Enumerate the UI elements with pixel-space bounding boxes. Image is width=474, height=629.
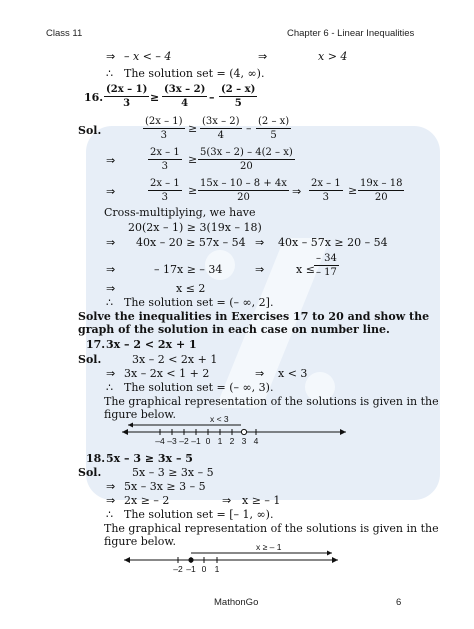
math-symbol: – [209,91,215,104]
solution-set: The solution set = (– ∞, 3). [124,381,274,394]
fraction: $\frac{(2x - 1)}{3}$ [106,84,148,109]
fraction: $\frac{2x - 1}{3}$ [150,147,180,172]
instruction-line: graph of the solution in each case on number line. [78,323,390,336]
math-line: 20(2x – 1) ≥ 3(19x – 18) [128,221,262,234]
solution-set: The solution set = (– ∞, 2]. [124,296,274,309]
tick-label: –3 [167,436,177,446]
solution-set: The solution set = [– 1, ∞). [124,508,274,521]
math-line: – 17x ≥ – 34 [154,263,223,276]
math-line: – x < – 4 [124,50,172,63]
solution-label: Sol. [78,353,102,366]
question-number: 16. [84,91,104,104]
text-line: figure below. [104,408,177,421]
math-line: 3x – 2x < 1 + 2 [124,367,210,380]
therefore-symbol: ∴ [106,508,113,521]
text-line: The graphical representation of the solutions is given in the [104,395,439,408]
therefore-symbol: ∴ [106,67,113,80]
math-symbol: ≥ [348,184,358,197]
fraction: $\frac{(2 - x)}{5}$ [258,116,290,141]
math-symbol: ≥ [188,122,198,135]
therefore-symbol: ∴ [106,381,113,394]
implies-symbol: ⇒ [222,494,232,507]
math-line: x < 3 [278,367,308,380]
tick-label: –2 [173,564,183,574]
implies-symbol: ⇒ [255,236,265,249]
math-line: 3x – 2 < 2x + 1 [132,353,218,366]
fraction: $\frac{2x - 1}{3}$ [150,178,180,203]
math-line: 5x – 3x ≥ 3 – 5 [124,480,206,493]
math-line: 40x – 57x ≥ 20 – 54 [278,236,388,249]
instruction-line: Solve the inequalities in Exercises 17 to 20 and show the [78,310,430,323]
math-line: x ≤ [296,263,315,276]
math-symbol: ≥ [188,153,198,166]
fraction: $\frac{(3x - 2)}{4}$ [202,116,240,141]
tick-label: –2 [179,436,189,446]
implies-symbol: ⇒ [106,480,116,493]
page-number: 6 [396,597,402,608]
tick-label: –1 [186,564,196,574]
question-text: 5x – 3 ≥ 3x – 5 [106,452,193,465]
math-symbol: ≥ [188,184,198,197]
implies-symbol: ⇒ [106,50,116,63]
implies-symbol: ⇒ [106,154,116,167]
text-line: The graphical representation of the solutions is given in the [104,522,439,535]
tick-label: 4 [253,436,259,446]
text-line: figure below. [104,535,177,548]
tick-label: –4 [155,436,165,446]
arrow-right-icon [332,557,338,563]
math-line: x ≥ – 1 [242,494,281,507]
tick-label: 3 [241,436,247,446]
implies-symbol: ⇒ [106,282,116,295]
tick-label: 0 [201,564,207,574]
question-number: 17. [86,338,106,351]
math-line: x > 4 [318,50,348,63]
text-line: Cross-multiplying, we have [104,206,256,219]
solution-label: x ≥ – 1 [256,542,282,552]
header-chapter: Chapter 6 - Linear Inequalities [287,28,415,39]
question-number: 18. [86,452,106,465]
implies-symbol: ⇒ [258,50,268,63]
implies-symbol: ⇒ [292,185,302,198]
closed-endpoint [188,557,193,562]
fraction: $\frac{15x - 10 - 8 + 4x}{20}$ [200,178,287,203]
arrow-left-icon [124,557,130,563]
tick-label: 2 [229,436,235,446]
implies-symbol: ⇒ [106,263,116,276]
math-line: 40x – 20 ≥ 57x – 54 [136,236,246,249]
math-line: 5x – 3 ≥ 3x – 5 [132,466,214,479]
math-symbol: ≥ [150,91,160,104]
tick-label: 0 [205,436,211,446]
solution-label: x < 3 [210,414,229,424]
fraction: $\frac{2x - 1}{3}$ [311,178,341,203]
question-text: 3x – 2 < 2x + 1 [106,338,197,351]
fraction: $\frac{(3x - 2)}{4}$ [164,84,206,109]
solution-set: The solution set = (4, ∞). [124,67,265,80]
math-line: x ≤ 2 [176,282,206,295]
arrow-right-icon [327,551,332,556]
solution-label: Sol. [78,124,102,137]
fraction: $\frac{19x - 18}{20}$ [360,178,403,203]
math-line: 2x ≥ – 2 [124,494,170,507]
implies-symbol: ⇒ [255,263,265,276]
footer-brand: MathonGo [214,597,259,608]
tick-label: 1 [217,436,223,446]
therefore-symbol: ∴ [106,296,113,309]
implies-symbol: ⇒ [106,367,116,380]
tick-label: –1 [191,436,201,446]
tick-label: 1 [214,564,220,574]
implies-symbol: ⇒ [106,185,116,198]
fraction: $\frac{- 34}{- 17}$ [316,253,337,278]
implies-symbol: ⇒ [106,494,116,507]
header-class: Class 11 [46,28,83,39]
math-symbol: – [246,122,252,135]
implies-symbol: ⇒ [106,236,116,249]
fraction: $\frac{5(3x - 2) - 4(2 - x)}{20}$ [200,147,293,172]
implies-symbol: ⇒ [255,367,265,380]
fraction: $\frac{(2x - 1)}{3}$ [145,116,183,141]
solution-label: Sol. [78,466,102,479]
fraction: $\frac{(2 - x)}{5}$ [221,84,256,109]
